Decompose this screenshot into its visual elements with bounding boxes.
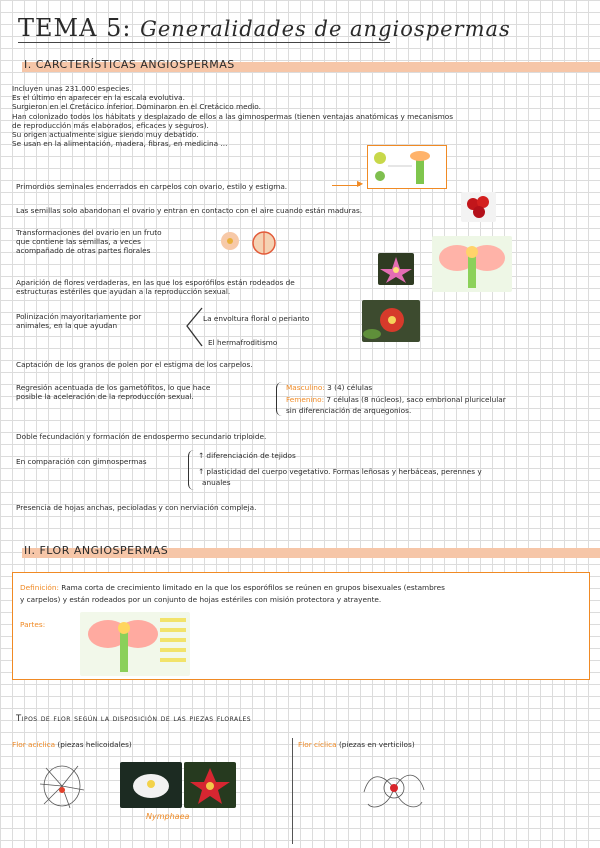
cyclic-desc: (piezas en verticilos) (338, 740, 415, 749)
acyclic-diagram-icon (36, 760, 88, 812)
bullet-5-option: La envoltura floral o perianto (203, 314, 310, 323)
flower-parts-image (80, 612, 190, 676)
bullet-3-line: que contiene las semillas, a veces (16, 237, 141, 247)
male-gametophyte (286, 383, 372, 392)
intro-line: Su origen actualmente sigue siendo muy debatido. (12, 130, 199, 140)
parts-label: Partes: (20, 620, 46, 629)
acyclic-label: Flor acíclica (12, 740, 56, 749)
bullet-6: Captación de los granos de polen por el estigma de los carpelos. (16, 360, 253, 369)
lily-image (378, 253, 414, 285)
cyclic-flower-title (298, 740, 415, 749)
flower-diagram-thumb (367, 145, 447, 189)
page-title (18, 14, 511, 42)
red-flower-icon (362, 300, 420, 342)
acyclic-desc: (piezas helicoidales) (57, 740, 132, 749)
bullet-1: Primordios seminales encerrados en carpelos con ovario, estilo y estigma. (16, 182, 288, 191)
water-lily-icon (120, 762, 182, 808)
chevron-bracket-icon (184, 306, 204, 350)
female-value-2: sin diferenciación de arquegonios. (286, 406, 412, 415)
bullet-7 (16, 383, 210, 401)
bullet-5-line: Polinización mayoritariamente por (16, 312, 142, 321)
bullet-3 (16, 228, 162, 256)
bullet-4-line: estructuras estériles que ayudan a la reproducción sexual. (16, 287, 231, 297)
bullet-7-line: Regresión acentuada de los gametófitos, lo que hace (16, 383, 211, 392)
flower-anatomy-image (432, 236, 512, 292)
bullet-8: Doble fecundación y formación de endospermo secundario triploide. (16, 432, 267, 441)
red-flower-image (362, 300, 420, 342)
cyclic-diagram-icon (358, 758, 430, 818)
male-label: Masculino: (286, 383, 325, 392)
arrow-line (332, 185, 360, 186)
bullet-9: En comparación con gimnospermas (16, 457, 147, 466)
title-sub: Generalidades de angiospermas (140, 17, 511, 41)
nymphaea-caption: Nymphaea (146, 812, 190, 821)
bullet-5 (16, 312, 141, 330)
lily-icon (378, 253, 414, 285)
cyclic-label: Flor cíclica (298, 740, 337, 749)
bullet-10: Presencia de hojas anchas, pecioladas y con nerviación compleja. (16, 503, 257, 512)
section3-heading: Tipos de flor según la disposición de las piezas florales (16, 714, 252, 724)
intro-block (12, 84, 572, 148)
cyclic-sketch (358, 758, 430, 818)
female-gametophyte (286, 395, 506, 404)
brace (188, 450, 195, 490)
definition-label: Definición: (20, 583, 59, 592)
title-main: TEMA 5: (18, 14, 132, 42)
red-water-lily-icon (184, 762, 236, 808)
bullet-9-option: ↑ plasticidad del cuerpo vegetativo. Formas leñosas y herbáceas, perennes y (198, 467, 482, 476)
intro-line: Se usan en la alimentación, madera, fibras, en medicina ... (12, 139, 228, 149)
intro-line: Han colonizado todos los hábitats y desplazado de ellos a las gimnospermas (tienen ventajas anatómicas y mecanismos (12, 111, 454, 121)
title-underline (18, 42, 390, 43)
nymphaea-white-image (120, 762, 182, 808)
intro-line: Incluyen unas 231.000 especies. (12, 84, 132, 93)
acyclic-flower-title (12, 740, 132, 749)
intro-line: Es el último en aparecer en la escala evolutiva. (12, 93, 185, 103)
column-divider (292, 738, 293, 844)
arrow-head-icon: ▶ (357, 179, 364, 188)
male-value: 3 (4) células (327, 383, 373, 392)
female-label: Femenino: (286, 395, 325, 404)
berry-icon (461, 192, 496, 222)
bullet-9-option: ↑ diferenciación de tejidos (198, 451, 296, 460)
section1-heading: I. CARCTERÍSTICAS ANGIOSPERMAS (24, 58, 235, 71)
brace (276, 382, 283, 416)
bullet-4-line: Aparición de flores verdaderas, en las que los esporófilos están rodeados de (16, 278, 295, 287)
nymphaea-red-image (184, 762, 236, 808)
bullet-5-option: El hermafroditismo (208, 338, 278, 347)
bullet-3-line: acompañado de otras partes florales (16, 246, 151, 256)
bullet-3-line: Transformaciones del ovario en un fruto (16, 228, 162, 237)
bullet-7-line: posible la aceleración de la reproducción sexual. (16, 392, 194, 402)
acyclic-sketch (36, 760, 88, 812)
bullet-9-option: anuales (202, 478, 231, 487)
bullet-2: Las semillas solo abandonan el ovario y entran en contacto con el aire cuando están maduras. (16, 206, 363, 215)
apple-flower-icon (214, 227, 280, 259)
section2-heading: II. FLOR ANGIOSPERMAS (24, 544, 169, 557)
definition-line (20, 583, 445, 592)
bullet-5-line: animales, en la que ayudan (16, 321, 118, 331)
intro-line: de reproducción más elaborados, eficaces y seguros). (12, 120, 209, 130)
definition-text-2: y carpelos) y están rodeados por un conjunto de hojas estériles con misión protectora y atrayente. (20, 595, 382, 604)
flower-parts-icon (80, 612, 190, 676)
female-value: 7 células (8 núcleos), saco embrional pluricelular (326, 395, 506, 404)
bullet-4 (16, 278, 295, 296)
flower-cross-section-icon (432, 236, 512, 292)
flower-diagram-icon (368, 146, 446, 188)
definition-text: Rama corta de crecimiento limitado en la que los esporófilos se reúnen en grupos bisexuales (estambres (61, 583, 445, 592)
fruit-sketch (214, 227, 280, 259)
fruit-image (461, 192, 496, 222)
intro-line: Surgieron en el Cretácico inferior. Dominaron en el Cretácico medio. (12, 102, 261, 112)
